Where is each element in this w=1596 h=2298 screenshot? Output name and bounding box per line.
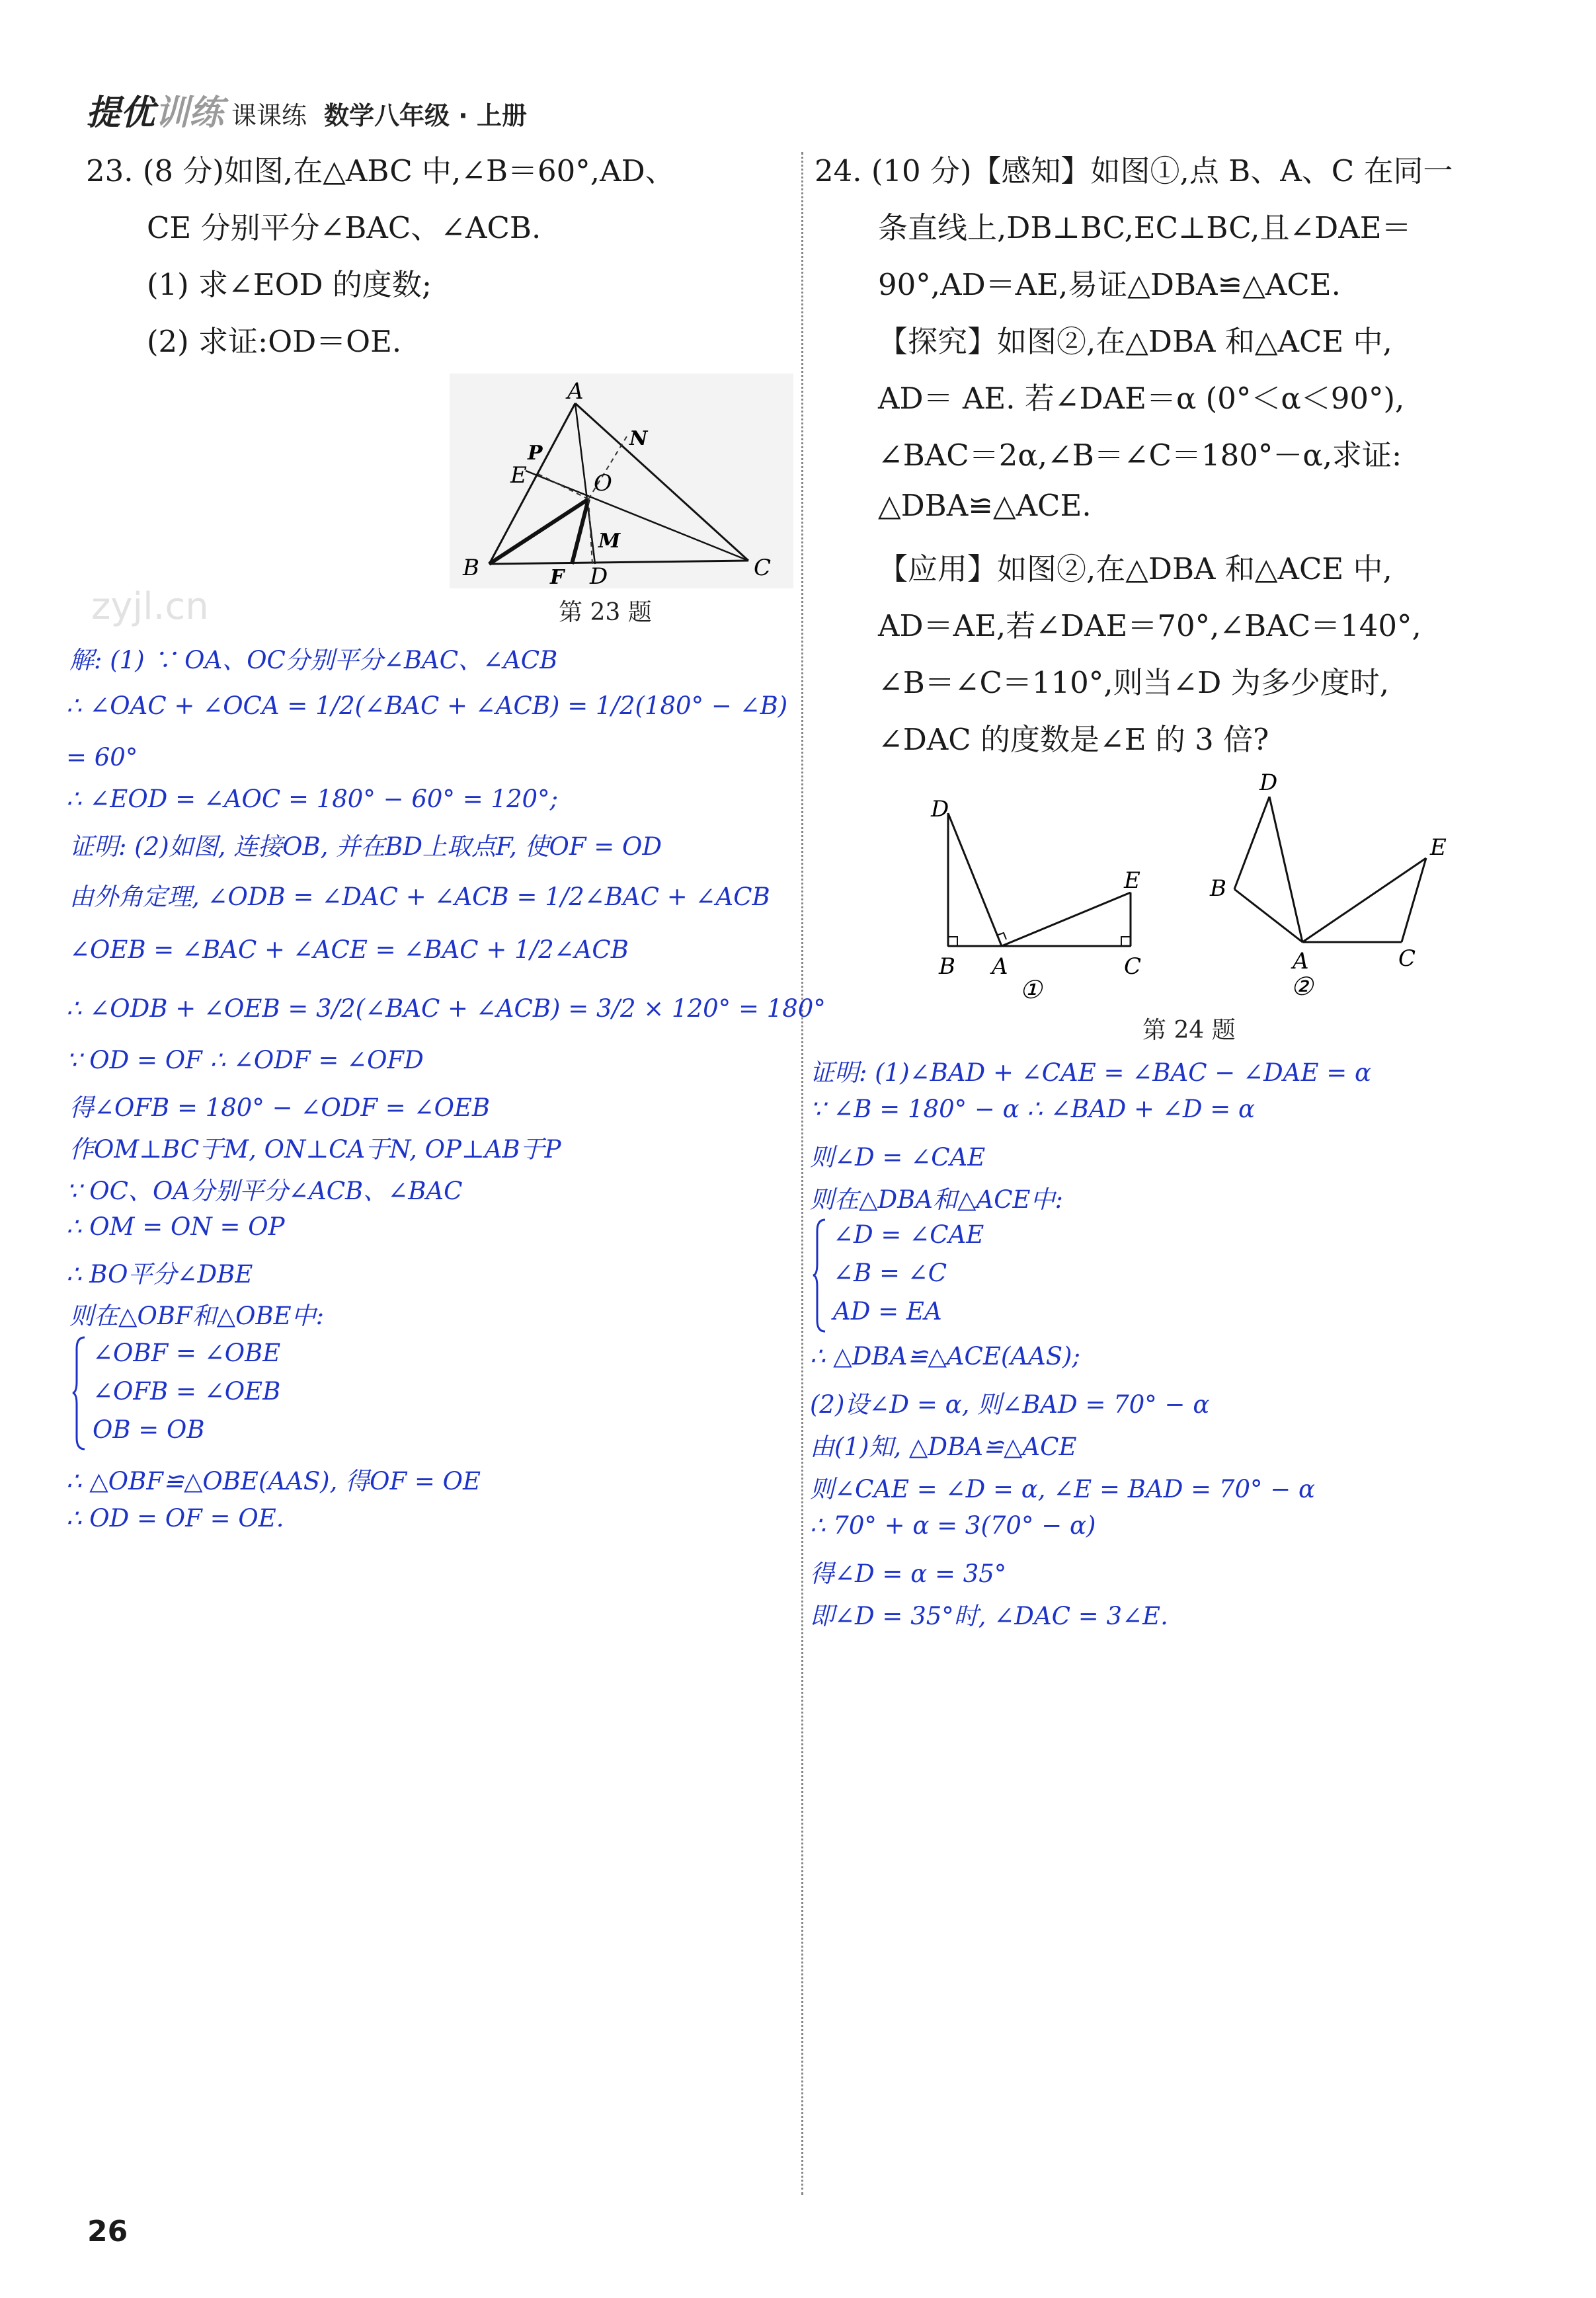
book-title: 数学八年级 · 上册 bbox=[324, 101, 527, 130]
q24-fig2-label-E: E bbox=[1430, 834, 1447, 861]
q23-label-E: E bbox=[510, 462, 527, 489]
q23-answer-line-17: ∠OFB = ∠OEB bbox=[93, 1377, 281, 1406]
q24-brace-icon bbox=[812, 1218, 828, 1333]
q24-answer-line-5: ∠D = ∠CAE bbox=[833, 1220, 984, 1249]
q24-fig2-label-D: D bbox=[1259, 770, 1278, 796]
q24-fig2-number: ② bbox=[1291, 972, 1314, 1001]
q24-fig1-number: ① bbox=[1019, 975, 1043, 1004]
q24-fig2-label-C: C bbox=[1398, 945, 1416, 972]
q24-stem-line-2: 条直线上,DB⊥BC,EC⊥BC,且∠DAE＝ bbox=[878, 210, 1412, 245]
q24-stem-line-1: 24. (10 分)【感知】如图①,点 B、A、C 在同一 bbox=[815, 153, 1453, 188]
q24-answer-line-3: 则∠D = ∠CAE bbox=[810, 1143, 986, 1171]
q23-answer-line-9: ∵ OD = OF ∴ ∠ODF = ∠OFD bbox=[66, 1046, 424, 1074]
q23-answer-line-13: ∴ OM = ON = OP bbox=[66, 1212, 285, 1241]
q24-fig2-label-A: A bbox=[1293, 948, 1309, 974]
q23-answer-line-16: ∠OBF = ∠OBE bbox=[93, 1339, 281, 1367]
q24-fig1-label-E: E bbox=[1124, 867, 1140, 894]
q24-stem-line-4: 【探究】如图②,在△DBA 和△ACE 中, bbox=[878, 324, 1392, 359]
q24-stem-line-7: △DBA≌△ACE. bbox=[878, 488, 1092, 523]
q24-answer-line-12: ∴ 70° + α = 3(70° − α) bbox=[810, 1511, 1096, 1540]
q23-answer-line-19: ∴ △OBF≌△OBE(AAS), 得OF = OE bbox=[66, 1467, 481, 1495]
q24-fig2-label-B: B bbox=[1210, 875, 1226, 902]
brand-logo-part2: 训练 bbox=[155, 93, 224, 133]
column-divider bbox=[801, 152, 803, 2195]
q23-stem-line-3: (1) 求∠EOD 的度数; bbox=[147, 267, 432, 302]
q24-stem-line-8: 【应用】如图②,在△DBA 和△ACE 中, bbox=[878, 551, 1392, 586]
q23-answer-line-7: ∠OEB = ∠BAC + ∠ACE = ∠BAC + 1/2∠ACB bbox=[69, 935, 629, 964]
q23-answer-line-3: = 60° bbox=[66, 743, 138, 772]
q23-answer-line-10: 得∠OFB = 180° − ∠ODF = ∠OEB bbox=[69, 1093, 491, 1122]
q23-label-C: C bbox=[754, 555, 772, 581]
q24-figure-1 bbox=[919, 797, 1157, 1005]
brand-logo-part1: 提优 bbox=[86, 93, 155, 133]
q24-answer-line-1: 证明: (1)∠BAD + ∠CAE = ∠BAC − ∠DAE = α bbox=[810, 1058, 1371, 1087]
q24-answer-line-9: (2)设∠D = α, 则∠BAD = 70° − α bbox=[810, 1390, 1210, 1419]
q24-answer-line-8: ∴ △DBA≌△ACE(AAS); bbox=[810, 1342, 1080, 1370]
q24-fig1-label-D: D bbox=[931, 797, 949, 822]
q23-answer-line-20: ∴ OD = OF = OE. bbox=[66, 1504, 284, 1532]
q24-caption: 第 24 题 bbox=[1142, 1017, 1236, 1044]
q23-answer-line-2: ∴ ∠OAC + ∠OCA = 1/2(∠BAC + ∠ACB) = 1/2(180° − ∠B) bbox=[66, 692, 788, 720]
q24-answer-line-13: 得∠D = α = 35° bbox=[810, 1560, 1007, 1588]
q24-figure-2 bbox=[1200, 764, 1464, 1008]
q24-answer-line-11: 则∠CAE = ∠D = α, ∠E = BAD = 70° − α bbox=[810, 1475, 1315, 1503]
page-number: 26 bbox=[87, 2215, 128, 2248]
q23-label-O: O bbox=[594, 470, 612, 496]
q24-answer-line-4: 则在△DBA和△ACE中: bbox=[810, 1185, 1063, 1214]
q23-caption: 第 23 题 bbox=[559, 599, 652, 626]
q24-stem-line-6: ∠BAC＝2α,∠B＝∠C＝180°－α,求证: bbox=[878, 438, 1402, 473]
q23-label-M: M bbox=[598, 530, 621, 553]
q23-label-B: B bbox=[463, 555, 479, 581]
q24-stem-line-5: AD＝ AE. 若∠DAE＝α (0°＜α＜90°), bbox=[878, 381, 1405, 416]
q23-stem-line-1: 23. (8 分)如图,在△ABC 中,∠B＝60°,AD、 bbox=[86, 153, 675, 188]
q23-answer-line-12: ∵ OC、OA分别平分∠ACB、∠BAC bbox=[66, 1177, 463, 1205]
q23-answer-line-6: 由外角定理, ∠ODB = ∠DAC + ∠ACB = 1/2∠BAC + ∠ACB bbox=[69, 883, 770, 911]
q23-stem-line-4: (2) 求证:OD＝OE. bbox=[147, 324, 402, 359]
q24-stem-line-10: ∠B＝∠C＝110°,则当∠D 为多少度时, bbox=[878, 665, 1389, 700]
q23-answer-line-15: 则在△OBF和△OBE中: bbox=[69, 1302, 325, 1330]
q23-label-P: P bbox=[528, 442, 543, 465]
series-name: 课课练 bbox=[231, 101, 307, 130]
q24-stem-line-9: AD＝AE,若∠DAE＝70°,∠BAC＝140°, bbox=[878, 608, 1421, 643]
q23-answer-line-14: ∴ BO平分∠DBE bbox=[66, 1260, 253, 1288]
q24-stem-line-3: 90°,AD＝AE,易证△DBA≌△ACE. bbox=[878, 267, 1341, 302]
q24-stem-line-11: ∠DAC 的度数是∠E 的 3 倍? bbox=[878, 722, 1269, 757]
q24-answer-line-6: ∠B = ∠C bbox=[833, 1259, 947, 1287]
q23-brace-icon bbox=[71, 1335, 87, 1451]
q24-answer-line-10: 由(1)知, △DBA≌△ACE bbox=[810, 1433, 1077, 1461]
watermark: zyjl.cn bbox=[91, 585, 209, 628]
q24-fig1-label-A: A bbox=[992, 953, 1008, 980]
q23-answer-line-8: ∴ ∠ODB + ∠OEB = 3/2(∠BAC + ∠ACB) = 3/2 × 120° = 180° bbox=[66, 994, 826, 1023]
q24-answer-line-2: ∵ ∠B = 180° − α ∴ ∠BAD + ∠D = α bbox=[810, 1095, 1255, 1123]
q24-answer-line-7: AD = EA bbox=[833, 1297, 942, 1326]
q23-answer-line-18: OB = OB bbox=[93, 1415, 205, 1444]
q24-fig1-label-C: C bbox=[1124, 953, 1142, 980]
q23-answer-line-5: 证明: (2)如图, 连接OB, 并在BD上取点F, 使OF = OD bbox=[69, 832, 662, 861]
q23-label-F: F bbox=[550, 566, 565, 588]
q23-label-A: A bbox=[567, 378, 584, 405]
q23-answer-line-4: ∴ ∠EOD = ∠AOC = 180° − 60° = 120°; bbox=[66, 785, 559, 813]
q24-answer-line-14: 即∠D = 35°时, ∠DAC = 3∠E. bbox=[810, 1602, 1168, 1630]
q24-fig1-label-B: B bbox=[939, 953, 955, 980]
q23-stem-line-2: CE 分别平分∠BAC、∠ACB. bbox=[147, 210, 541, 245]
q23-label-N: N bbox=[629, 427, 648, 450]
page-header bbox=[86, 85, 527, 134]
q23-answer-line-11: 作OM⊥BC于M, ON⊥CA于N, OP⊥AB于P bbox=[69, 1135, 561, 1164]
q23-answer-line-1: 解: (1) ∵ OA、OC分别平分∠BAC、∠ACB bbox=[69, 646, 558, 674]
q23-triangle-figure bbox=[450, 374, 793, 588]
q23-label-D: D bbox=[590, 563, 608, 588]
